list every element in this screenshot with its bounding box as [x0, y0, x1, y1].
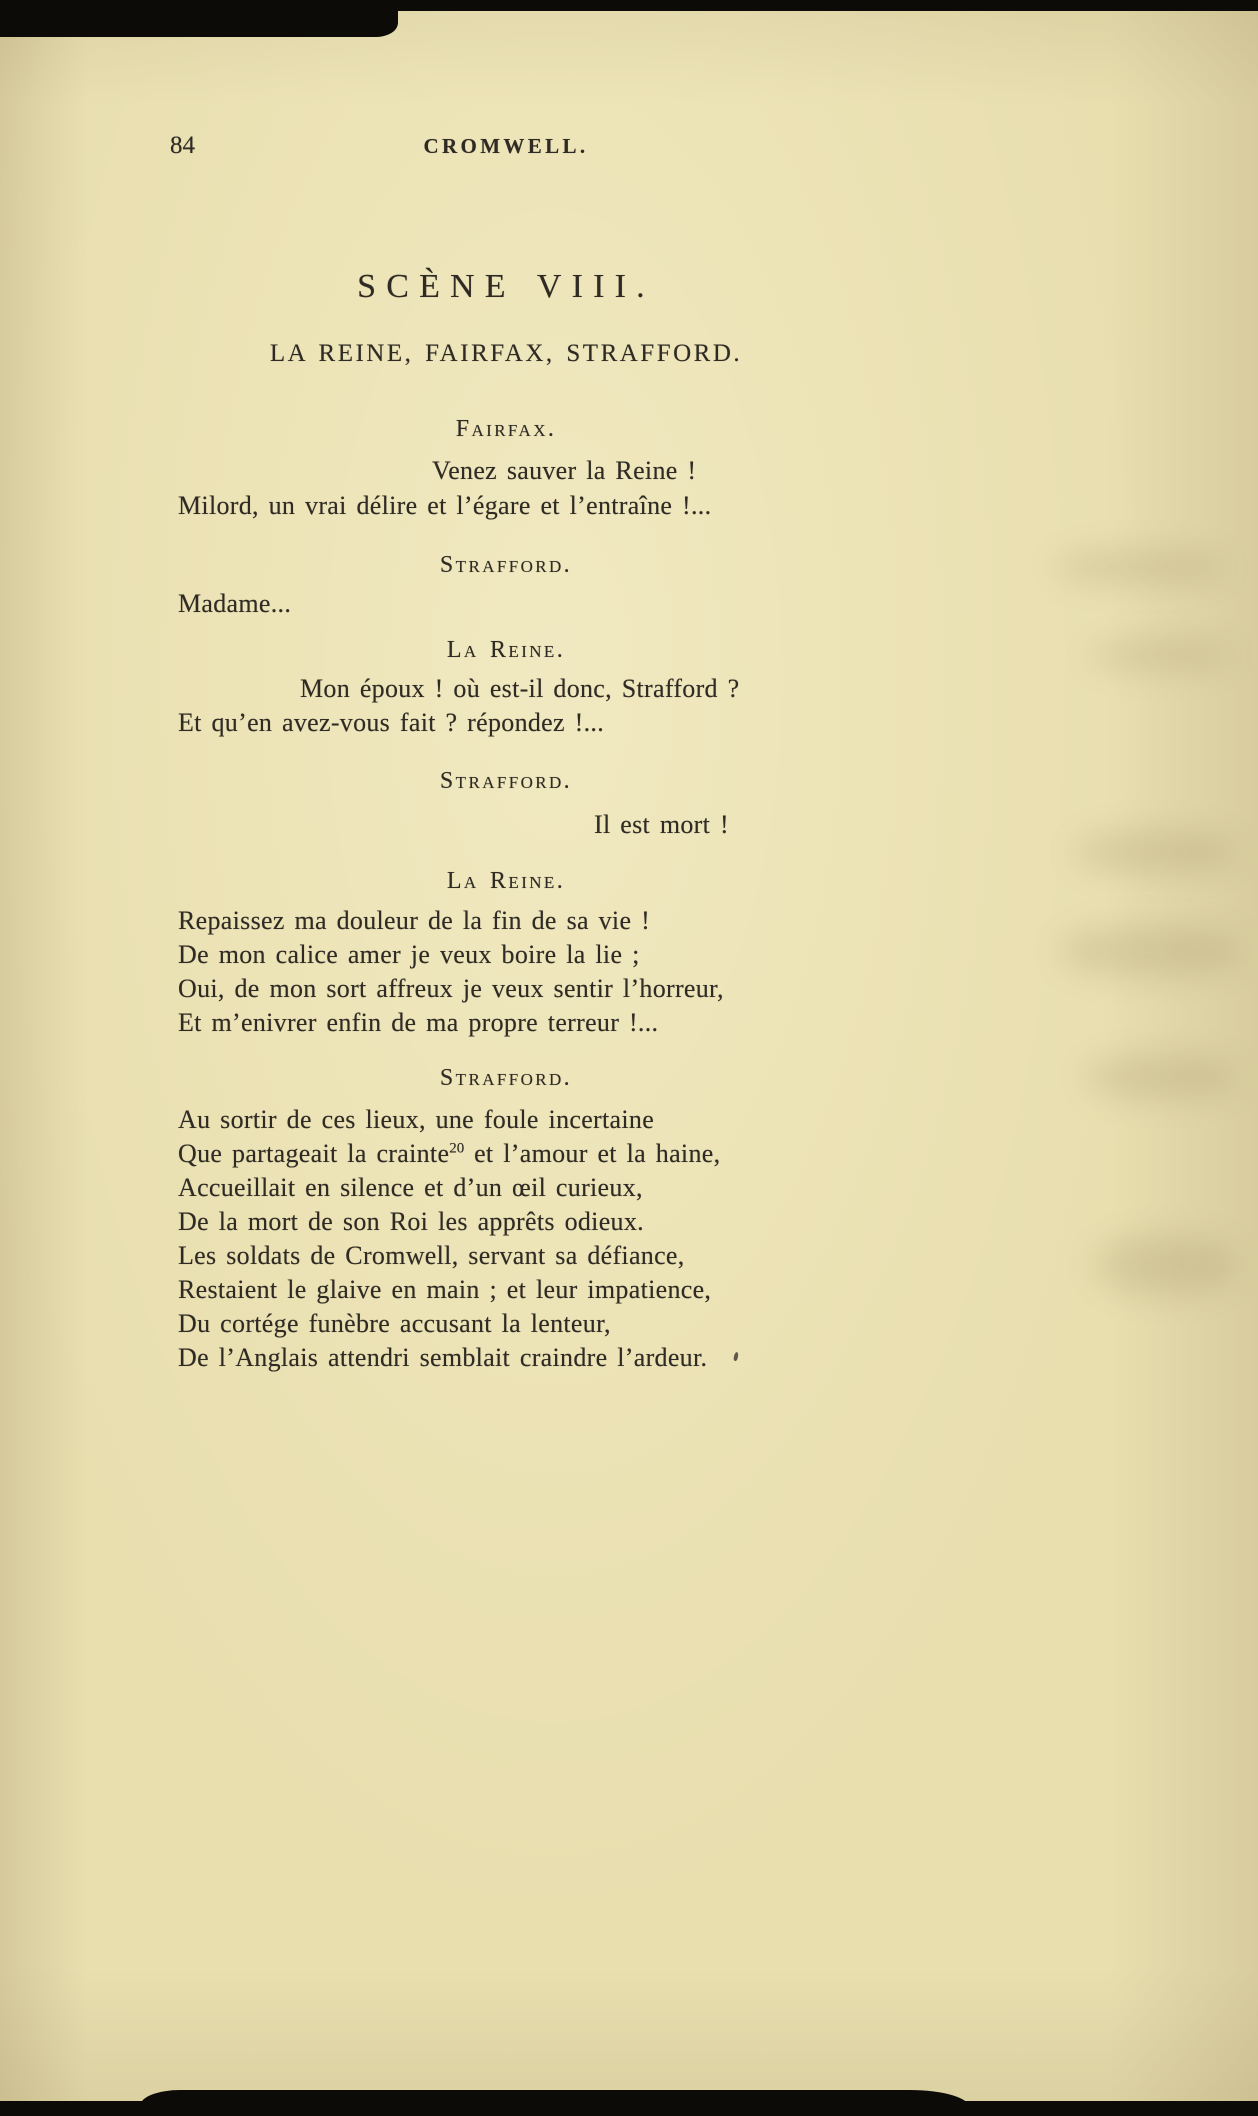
speaker-la-reine: La Reine.: [446, 637, 566, 663]
verse-line: Milord, un vrai délire et l’égare et l’entraîne !...: [178, 491, 712, 520]
verse-line: Il est mort !: [594, 810, 729, 839]
verse-group: [178, 904, 834, 1040]
scan-smudge: [1055, 550, 1225, 584]
verse-line: Oui, de mon sort affreux je veux sentir l’horreur,: [178, 974, 724, 1003]
verse-line: Et m’enivrer enfin de ma propre terreur !...: [178, 1008, 659, 1037]
verse-line: Mon époux ! où est-il donc, Strafford ?: [300, 674, 740, 703]
verse-group: [178, 1103, 834, 1375]
verse-line: Au sortir de ces lieux, une foule incertaine: [178, 1105, 655, 1134]
speaker-fairfax: Fairfax.: [455, 416, 557, 442]
speaker-strafford: Strafford.: [439, 768, 573, 794]
verse-line: Les soldats de Cromwell, servant sa défiance,: [178, 1241, 685, 1270]
scan-smudge: [1090, 640, 1230, 670]
scene-characters: LA REINE, FAIRFAX, STRAFFORD.: [269, 340, 743, 367]
verse-line: Restaient le glaive en main ; et leur impatience,: [178, 1275, 712, 1304]
verse-line: De la mort de son Roi les apprêts odieux.: [178, 1207, 644, 1236]
verse-line: Repaissez ma douleur de la fin de sa vie !: [178, 906, 651, 935]
verse-line: Accueillait en silence et d’un œil curieux,: [178, 1173, 643, 1202]
verse-line: De mon calice amer je veux boire la lie ;: [178, 940, 640, 969]
verse-line: Madame...: [178, 589, 292, 618]
speaker-la-reine: La Reine.: [446, 868, 566, 894]
running-title: CROMWELL.: [423, 134, 589, 158]
footnote-ref: 20: [449, 1140, 465, 1157]
verse-line: De l’Anglais attendri semblait craindre l’ardeur.: [178, 1343, 708, 1372]
scan-smudge: [1085, 1055, 1235, 1099]
verse-line: [178, 1137, 834, 1171]
verse-text: et l’amour et la haine,: [464, 1139, 721, 1168]
verse-line: Venez sauver la Reine !: [432, 456, 697, 485]
scan-smudge: [1095, 1235, 1235, 1295]
text-column: [178, 0, 834, 2116]
page-number: 84: [170, 132, 195, 159]
scan-smudge: [1060, 925, 1240, 977]
verse-line: Et qu’en avez-vous fait ? répondez !...: [178, 708, 605, 737]
speaker-strafford: Strafford.: [439, 552, 573, 578]
speaker-strafford: Strafford.: [439, 1065, 573, 1091]
verse-text: Que partageait la crainte: [178, 1139, 450, 1168]
scene-heading: SCÈNE VIII.: [357, 268, 655, 305]
verse-line: Du cortége funèbre accusant la lenteur,: [178, 1309, 611, 1338]
